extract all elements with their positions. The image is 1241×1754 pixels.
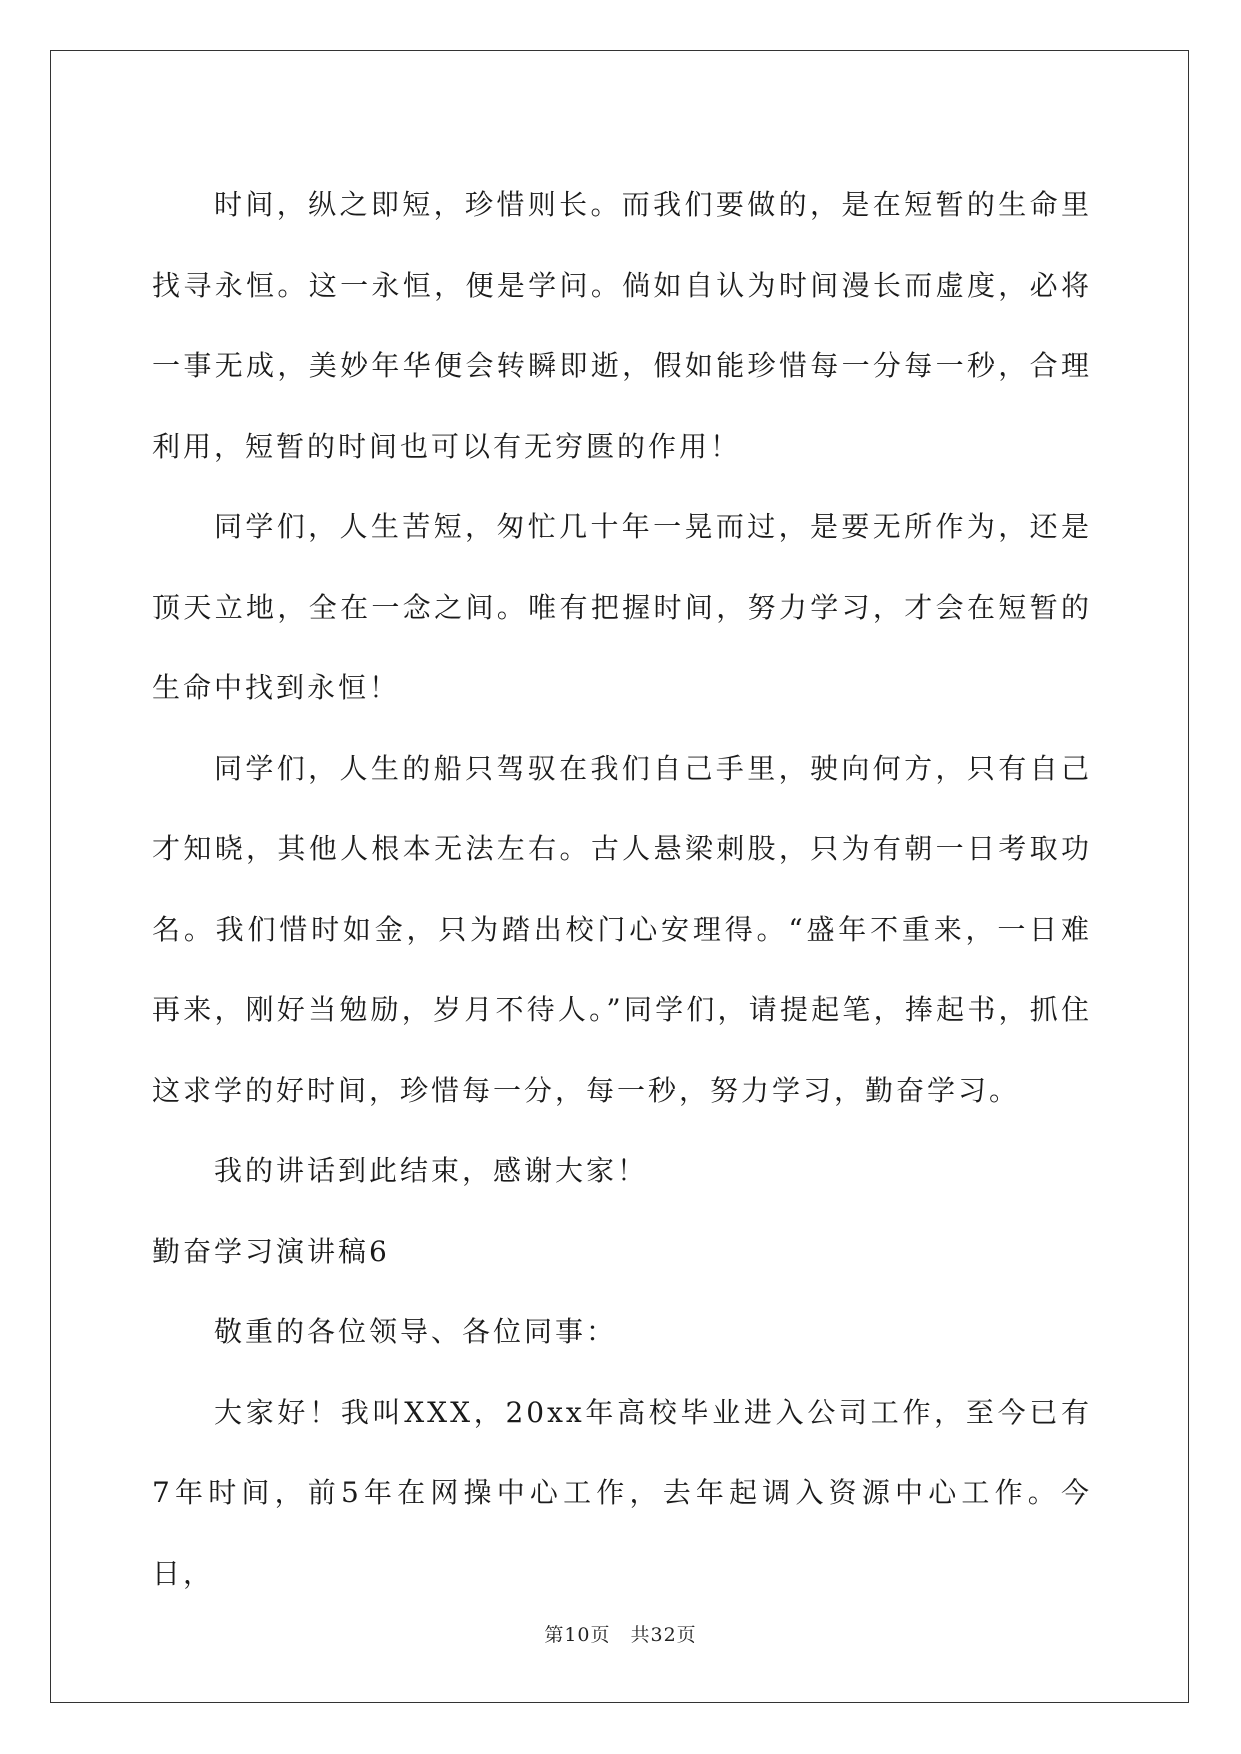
- page-footer: [0, 1620, 1241, 1647]
- paragraph: 时间，纵之即短，珍惜则长。而我们要做的，是在短暂的生命里找寻永恒。这一永恒，便是学问。倘如自认为时间漫长而虚度，必将一事无成，美妙年华便会转瞬即逝，假如能珍惜每一分每一秒，合理利用，短暂的时间也可以有无穷匮的作用！: [152, 188, 1092, 463]
- document-body: [152, 165, 1092, 1614]
- paragraph: 大家好！我叫XXX，20xx年高校毕业进入公司工作，至今已有7年时间，前5年在网操中心工作，去年起调入资源中心工作。今日，: [152, 1395, 1092, 1590]
- paragraph: 同学们，人生苦短，匆忙几十年一晃而过，是要无所作为，还是顶天立地，全在一念之间。唯有把握时间，努力学习，才会在短暂的生命中找到永恒！: [152, 510, 1092, 704]
- page-total: 共32页: [630, 1624, 697, 1646]
- paragraph: 同学们，人生的船只驾驭在我们自己手里，驶向何方，只有自己才知晓，其他人根本无法左右。古人悬梁刺股，只为有朝一日考取功名。我们惜时如金，只为踏出校门心安理得。“盛年不重来，一日难再来，刚好当勉励，岁月不待人。”同学们，请提起笔，捧起书，抓住这求学的好时间，珍惜每一分，每一秒，努力学习，勤奋学习。: [152, 751, 1092, 1107]
- section-heading: 勤奋学习演讲稿6: [152, 1234, 390, 1268]
- page-number: 第10页: [544, 1624, 611, 1646]
- paragraph: 我的讲话到此结束，感谢大家！: [214, 1154, 649, 1187]
- salutation: 敬重的各位领导、各位同事：: [214, 1315, 618, 1348]
